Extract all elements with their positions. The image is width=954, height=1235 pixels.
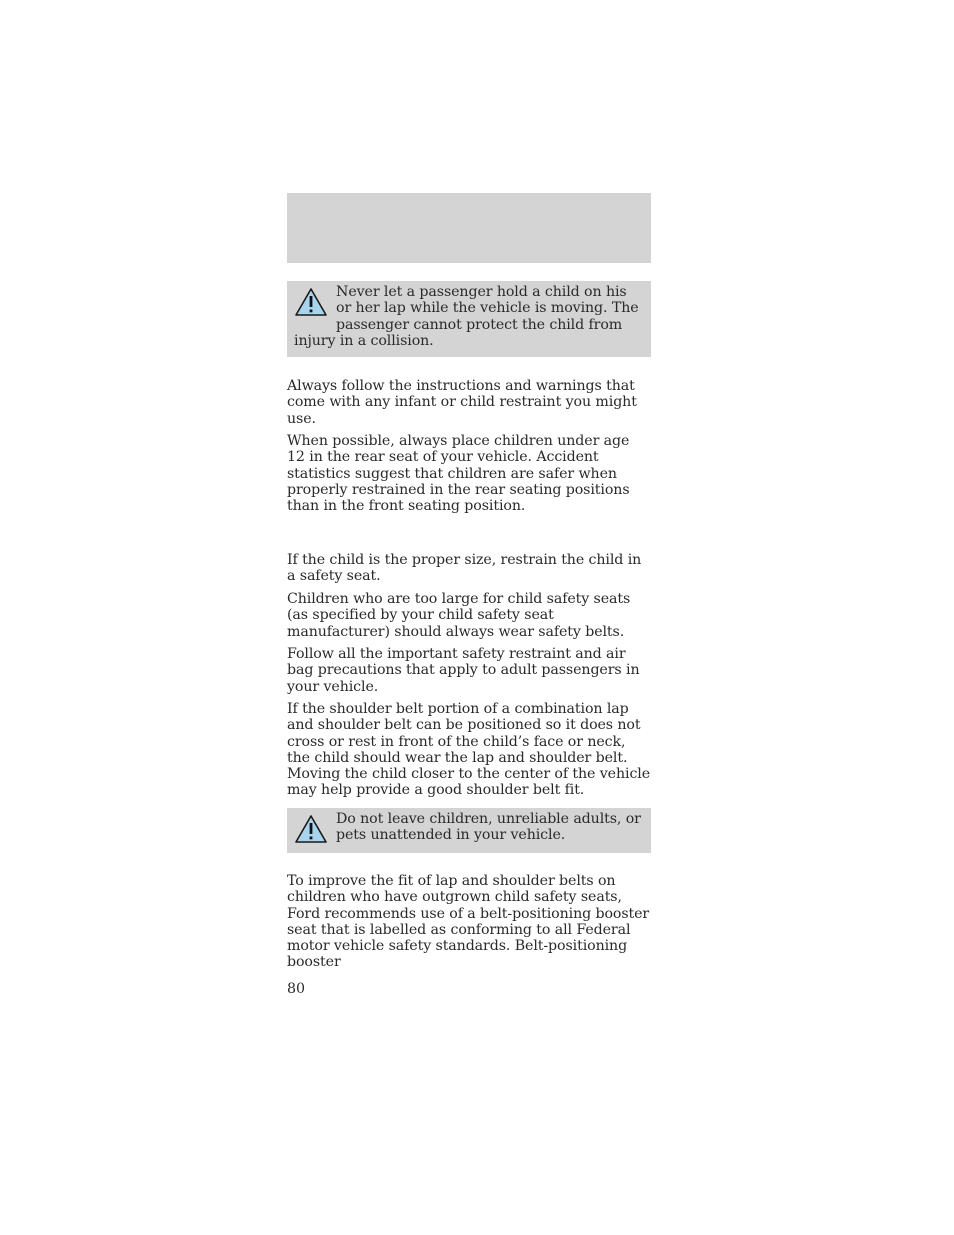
paragraph-booster-seat: To improve the fit of lap and shoulder belts on children who have outgrown child safety seats, Ford recommends use of a belt-positioning booster seat that is labelled as conforming to all Federal motor vehicle safety standards. Belt-positioning booster (287, 873, 650, 971)
page-number: 80 (287, 981, 306, 997)
warning-box-lap (287, 281, 651, 357)
paragraph-follow-instructions: Always follow the instructions and warnings that come with any infant or child restraint you might use. (287, 378, 637, 427)
warning-triangle-icon (294, 287, 328, 319)
warning-box-unattended (287, 808, 651, 853)
paragraph-precautions: Follow all the important safety restraint and air bag precautions that apply to adult passengers in your vehicle. (287, 646, 640, 695)
paragraph-rear-seat: When possible, always place children under age 12 in the rear seat of your vehicle. Accident statistics suggest that children are safer when properly restrained in the rear seating positions than in the front seating position. (287, 433, 630, 515)
warning-triangle-icon (294, 814, 328, 846)
paragraph-too-large: Children who are too large for child safety seats (as specified by your child safety seat manufacturer) should always wear safety belts. (287, 591, 631, 640)
section-header-band (287, 193, 651, 263)
paragraph-proper-size: If the child is the proper size, restrain the child in a safety seat. (287, 552, 642, 585)
paragraph-shoulder-belt: If the shoulder belt portion of a combination lap and shoulder belt can be positioned so it does not cross or rest in front of the child’s face or neck, the child should wear the lap and shoulder belt. Moving the child closer to the center of the vehicle may help provide a good shoulder belt fit. (287, 701, 651, 799)
warning-text: Never let a passenger hold a child on his or her lap while the vehicle is moving. The passenger cannot protect the child from injury in a collision. (294, 284, 639, 349)
warning-text: Do not leave children, unreliable adults, or pets unattended in your vehicle. (336, 811, 641, 844)
